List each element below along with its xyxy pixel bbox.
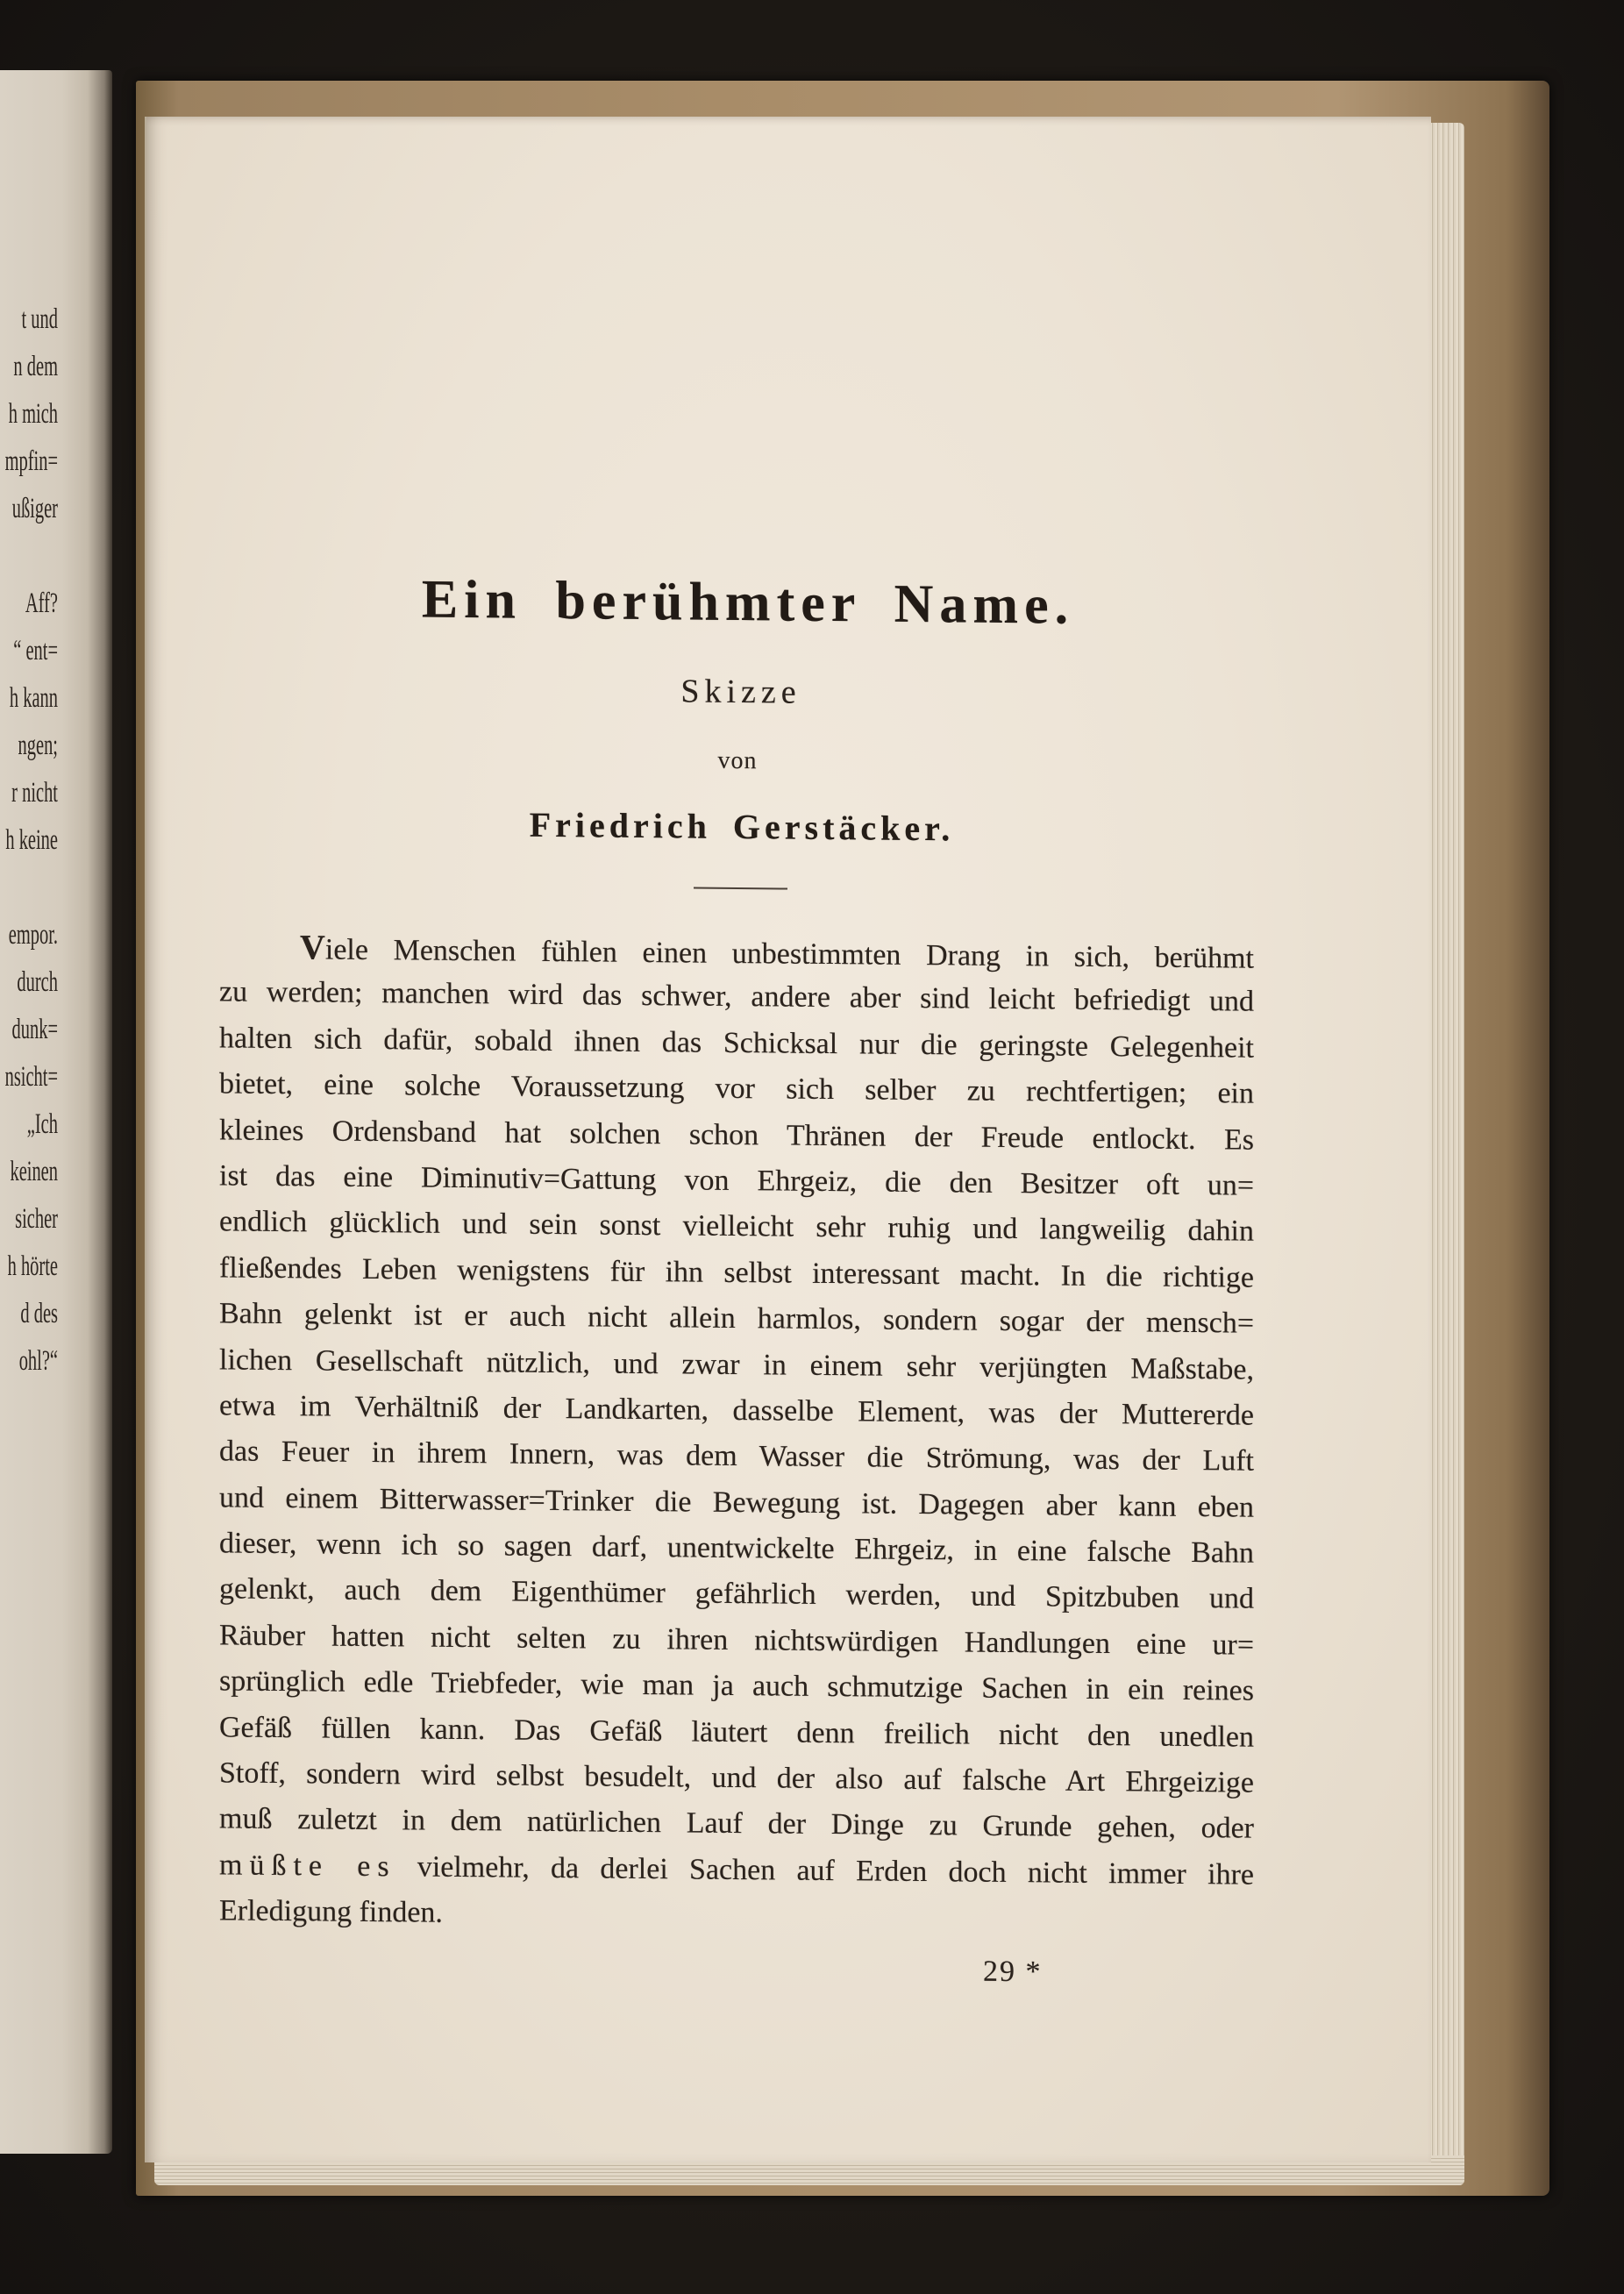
- body-line: gelenkt, auch dem Eigenthümer gefährlich werden, und Spitzbuben und: [219, 1572, 1254, 1616]
- left-page-line: keinen: [10, 1156, 58, 1187]
- left-page-line: t und: [21, 303, 58, 335]
- byline-von: von: [717, 746, 758, 775]
- spaced-emphasis: müßte es: [219, 1849, 396, 1884]
- left-page-line: durch: [17, 966, 58, 998]
- left-page-line: nsicht=: [4, 1061, 58, 1093]
- left-page-line: ngen;: [18, 730, 58, 761]
- body-line: muß zuletzt in dem natürlichen Lauf der Dinge zu Grunde gehen, oder: [219, 1802, 1254, 1846]
- left-page-line: Aff?: [25, 588, 58, 619]
- body-line: ist das eine Diminutiv=Gattung von Ehrgeiz, die den Besitzer oft un=: [219, 1159, 1254, 1202]
- body-line: Erledigung finden.: [219, 1894, 443, 1929]
- body-line: etwa im Verhältniß der Landkarten, dasselbe Element, was der Muttererde: [219, 1389, 1254, 1432]
- title-divider: [694, 887, 787, 890]
- left-page-line: dunk=: [11, 1014, 58, 1045]
- author-name: Friedrich Gerstäcker.: [529, 804, 955, 849]
- left-page-line: „Ich: [26, 1108, 58, 1140]
- body-line: fließendes Leben wenigstens für ihn selbst interessant macht. In die richtige: [219, 1251, 1254, 1294]
- left-page-line: n dem: [13, 351, 58, 382]
- story-title: Ein berühmter Name.: [421, 569, 1075, 636]
- left-page-text: [0, 296, 58, 1385]
- genre-label: Skizze: [680, 673, 801, 711]
- left-page-line: r nicht: [11, 777, 58, 809]
- left-page-line: h keine: [5, 824, 58, 856]
- body-line: Räuber hatten nicht selten zu ihren nichtswürdigen Handlungen eine ur=: [219, 1619, 1254, 1662]
- body-paragraph: [219, 923, 1254, 1944]
- left-page-line: mpfin=: [4, 445, 58, 477]
- body-line: dieser, wenn ich so sagen darf, unentwickelte Ehrgeiz, in eine falsche Bahn: [219, 1527, 1254, 1570]
- left-page-line: “ ent=: [13, 635, 58, 666]
- body-line: und einem Bitterwasser=Trinker die Bewegung ist. Dagegen aber kann eben: [219, 1481, 1254, 1524]
- body-line: Gefäß füllen kann. Das Gefäß läutert denn freilich nicht den unedlen: [219, 1710, 1254, 1754]
- body-line: lichen Gesellschaft nützlich, und zwar in einem sehr verjüngten Maßstabe,: [219, 1343, 1254, 1386]
- body-line: zu werden; manchen wird das schwer, andere aber sind leicht befriedigt und: [219, 975, 1254, 1019]
- body-line: endlich glücklich und sein sonst vielleicht sehr ruhig und langweilig dahin: [219, 1205, 1254, 1249]
- body-line: kleines Ordensband hat solchen schon Thränen der Freude entlockt. Es: [219, 1113, 1254, 1157]
- body-line: bietet, eine solche Voraussetzung vor sich selber zu rechtfertigen; ein: [219, 1067, 1254, 1110]
- body-line: Bahn gelenkt ist er auch nicht allein harmlos, sondern sogar der mensch=: [219, 1297, 1254, 1340]
- page-text-layer: [210, 521, 1298, 2022]
- left-page-line: ußiger: [11, 493, 58, 524]
- left-page-line: h kann: [9, 682, 58, 714]
- left-page-line: d des: [20, 1298, 58, 1329]
- left-page-line: empor.: [8, 919, 58, 951]
- body-line: das Feuer in ihrem Innern, was dem Wasser die Strömung, was der Luft: [219, 1435, 1254, 1478]
- left-page-line: ohl?“: [18, 1345, 58, 1377]
- body-line: Stoff, sondern wird selbst besudelt, und der also auf falsche Art Ehrgeizige: [219, 1756, 1254, 1799]
- body-line: Viele Menschen fühlen einen unbestimmten Drang in sich, berühmt: [300, 927, 1254, 975]
- body-line: sprünglich edle Triebfeder, wie man ja auch schmutzige Sachen in ein reines: [219, 1664, 1254, 1707]
- left-page-blank-line: [0, 864, 58, 911]
- left-page-line: h hörte: [7, 1250, 58, 1282]
- left-page-line: h mich: [8, 398, 58, 430]
- page-number: 29 *: [983, 1955, 1043, 1989]
- body-line-rest: vielmehr, da derlei Sachen auf Erden doch nicht immer ihre: [417, 1850, 1254, 1891]
- body-line: halten sich dafür, sobald ihnen das Schicksal nur die geringste Gelegenheit: [219, 1022, 1254, 1065]
- left-page-line: sicher: [15, 1203, 58, 1235]
- left-page: [0, 70, 112, 2154]
- left-page-blank-line: [0, 532, 58, 580]
